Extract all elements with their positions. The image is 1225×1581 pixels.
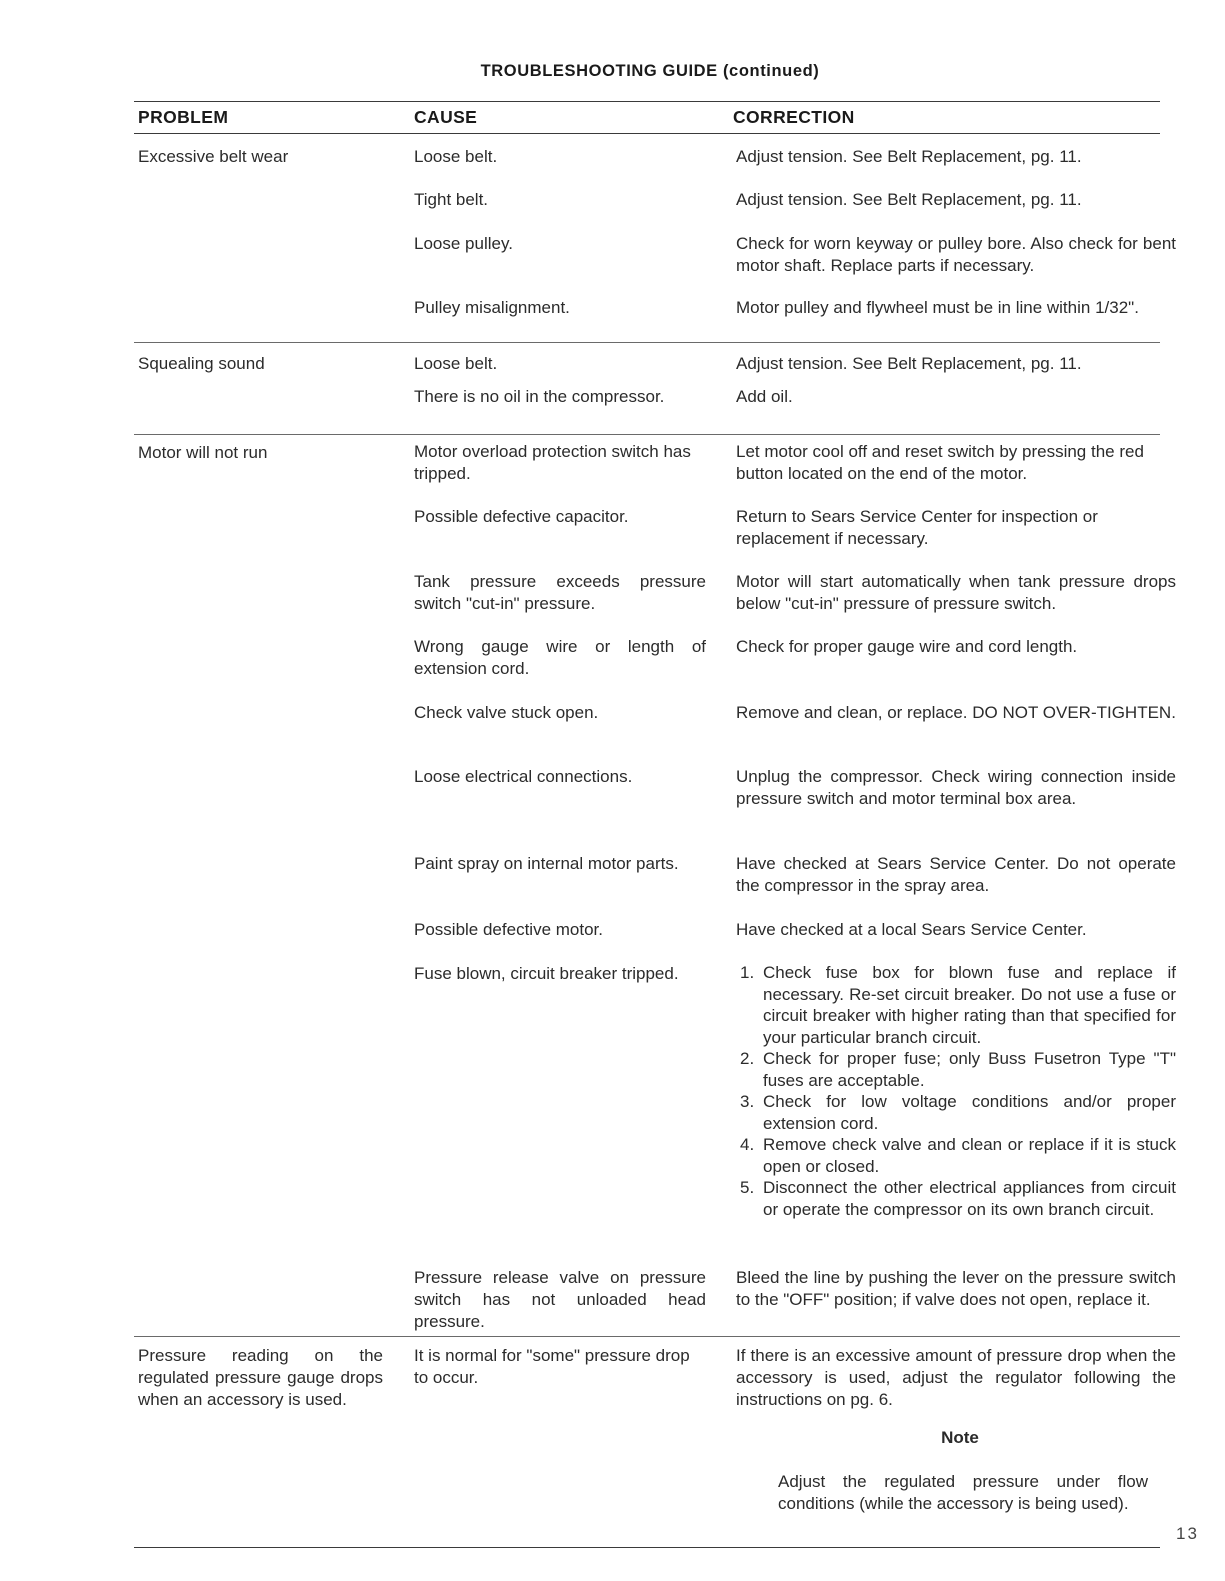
correction-steps-list xyxy=(740,962,1176,1220)
header-bottom-rule xyxy=(134,133,1160,134)
page-number: 13 xyxy=(1176,1524,1199,1543)
list-item xyxy=(740,962,1176,1048)
correction-text: Have checked at a local Sears Service Center. xyxy=(736,920,1087,939)
correction-text: Adjust tension. See Belt Replacement, pg. 11. xyxy=(736,190,1082,209)
cause-text: There is no oil in the compressor. xyxy=(414,387,665,406)
step-text: Remove check valve and clean or replace if it is stuck open or closed. xyxy=(763,1135,1176,1176)
note-heading: Note xyxy=(941,1428,979,1447)
step-number: 1. xyxy=(740,963,755,982)
cause-text: Motor overload protection switch has tripped. xyxy=(414,442,691,483)
step-text: Disconnect the other electrical appliances from circuit or operate the compressor on its own branch circuit. xyxy=(763,1178,1176,1219)
note-text: Adjust the regulated pressure under flow conditions (while the accessory is being used). xyxy=(778,1472,1148,1513)
problem-pressure-reading-drops: Pressure reading on the regulated pressure gauge drops when an accessory is used. xyxy=(138,1346,383,1409)
cause-text: Wrong gauge wire or length of extension cord. xyxy=(414,637,706,678)
correction-text: Bleed the line by pushing the lever on the pressure switch to the "OFF" position; if valve does not open, replace it. xyxy=(736,1268,1176,1309)
correction-text: Check for worn keyway or pulley bore. Also check for bent motor shaft. Replace parts if necessary. xyxy=(736,234,1176,275)
correction-text: Add oil. xyxy=(736,387,793,406)
correction-text: Motor will start automatically when tank pressure drops below "cut-in" pressure of pressure switch. xyxy=(736,572,1176,613)
correction-text: Have checked at Sears Service Center. Do not operate the compressor in the spray area. xyxy=(736,854,1176,895)
cause-text: Possible defective capacitor. xyxy=(414,507,629,526)
problem-motor-will-not-run: Motor will not run xyxy=(138,443,268,462)
correction-text: Adjust tension. See Belt Replacement, pg. 11. xyxy=(736,147,1082,166)
correction-text: Adjust tension. See Belt Replacement, pg. 11. xyxy=(736,354,1082,373)
cause-text: Loose pulley. xyxy=(414,234,513,253)
step-number: 3. xyxy=(740,1092,755,1111)
cause-text: Loose belt. xyxy=(414,147,498,166)
cause-text: Possible defective motor. xyxy=(414,920,603,939)
correction-text: Check for proper gauge wire and cord length. xyxy=(736,637,1078,656)
correction-text: Let motor cool off and reset switch by pressing the red button located on the end of the motor. xyxy=(736,442,1144,483)
page-title: TROUBLESHOOTING GUIDE (continued) xyxy=(480,62,820,80)
section-divider xyxy=(134,434,1160,435)
problem-excessive-belt-wear: Excessive belt wear xyxy=(138,147,289,166)
section-divider xyxy=(134,342,1160,343)
section-divider xyxy=(134,1336,1180,1337)
cause-text: Pulley misalignment. xyxy=(414,298,570,317)
step-number: 2. xyxy=(740,1049,755,1068)
cause-text: Pressure release valve on pressure switch has not unloaded head pressure. xyxy=(414,1268,706,1331)
header-top-rule xyxy=(134,101,1160,102)
cause-text: Check valve stuck open. xyxy=(414,703,599,722)
correction-text: Unplug the compressor. Check wiring connection inside pressure switch and motor terminal box area. xyxy=(736,767,1176,808)
step-number: 4. xyxy=(740,1135,755,1154)
cause-text: Paint spray on internal motor parts. xyxy=(414,854,679,873)
list-item xyxy=(740,1048,1176,1091)
cause-text: Loose belt. xyxy=(414,354,498,373)
footer-rule xyxy=(134,1547,1160,1548)
list-item xyxy=(740,1134,1176,1177)
step-text: Check fuse box for blown fuse and replace if necessary. Re-set circuit breaker. Do not use a fuse or circuit breaker with higher rating than that specified for your particular branch circuit. xyxy=(763,963,1176,1047)
list-item xyxy=(740,1177,1176,1220)
column-header-correction: CORRECTION xyxy=(733,107,855,127)
cause-text: Fuse blown, circuit breaker tripped. xyxy=(414,964,679,983)
list-item xyxy=(740,1091,1176,1134)
correction-text: If there is an excessive amount of pressure drop when the accessory is used, adjust the regulator following the instructions on pg. 6. xyxy=(736,1346,1176,1409)
cause-text: Tank pressure exceeds pressure switch "cut-in" pressure. xyxy=(414,572,706,613)
step-text: Check for proper fuse; only Buss Fusetron Type "T" fuses are acceptable. xyxy=(763,1049,1176,1090)
cause-text: Tight belt. xyxy=(414,190,489,209)
step-number: 5. xyxy=(740,1178,755,1197)
step-text: Check for low voltage conditions and/or proper extension cord. xyxy=(763,1092,1176,1133)
cause-text: Loose electrical connections. xyxy=(414,767,633,786)
column-header-cause: CAUSE xyxy=(414,107,478,127)
cause-text: It is normal for "some" pressure drop to occur. xyxy=(414,1346,690,1387)
problem-squealing-sound: Squealing sound xyxy=(138,354,265,373)
correction-text: Return to Sears Service Center for inspection or replacement if necessary. xyxy=(736,507,1098,548)
correction-text: Remove and clean, or replace. DO NOT OVER-TIGHTEN. xyxy=(736,703,1176,722)
correction-text: Motor pulley and flywheel must be in line within 1/32". xyxy=(736,298,1139,317)
column-header-problem: PROBLEM xyxy=(138,107,229,127)
